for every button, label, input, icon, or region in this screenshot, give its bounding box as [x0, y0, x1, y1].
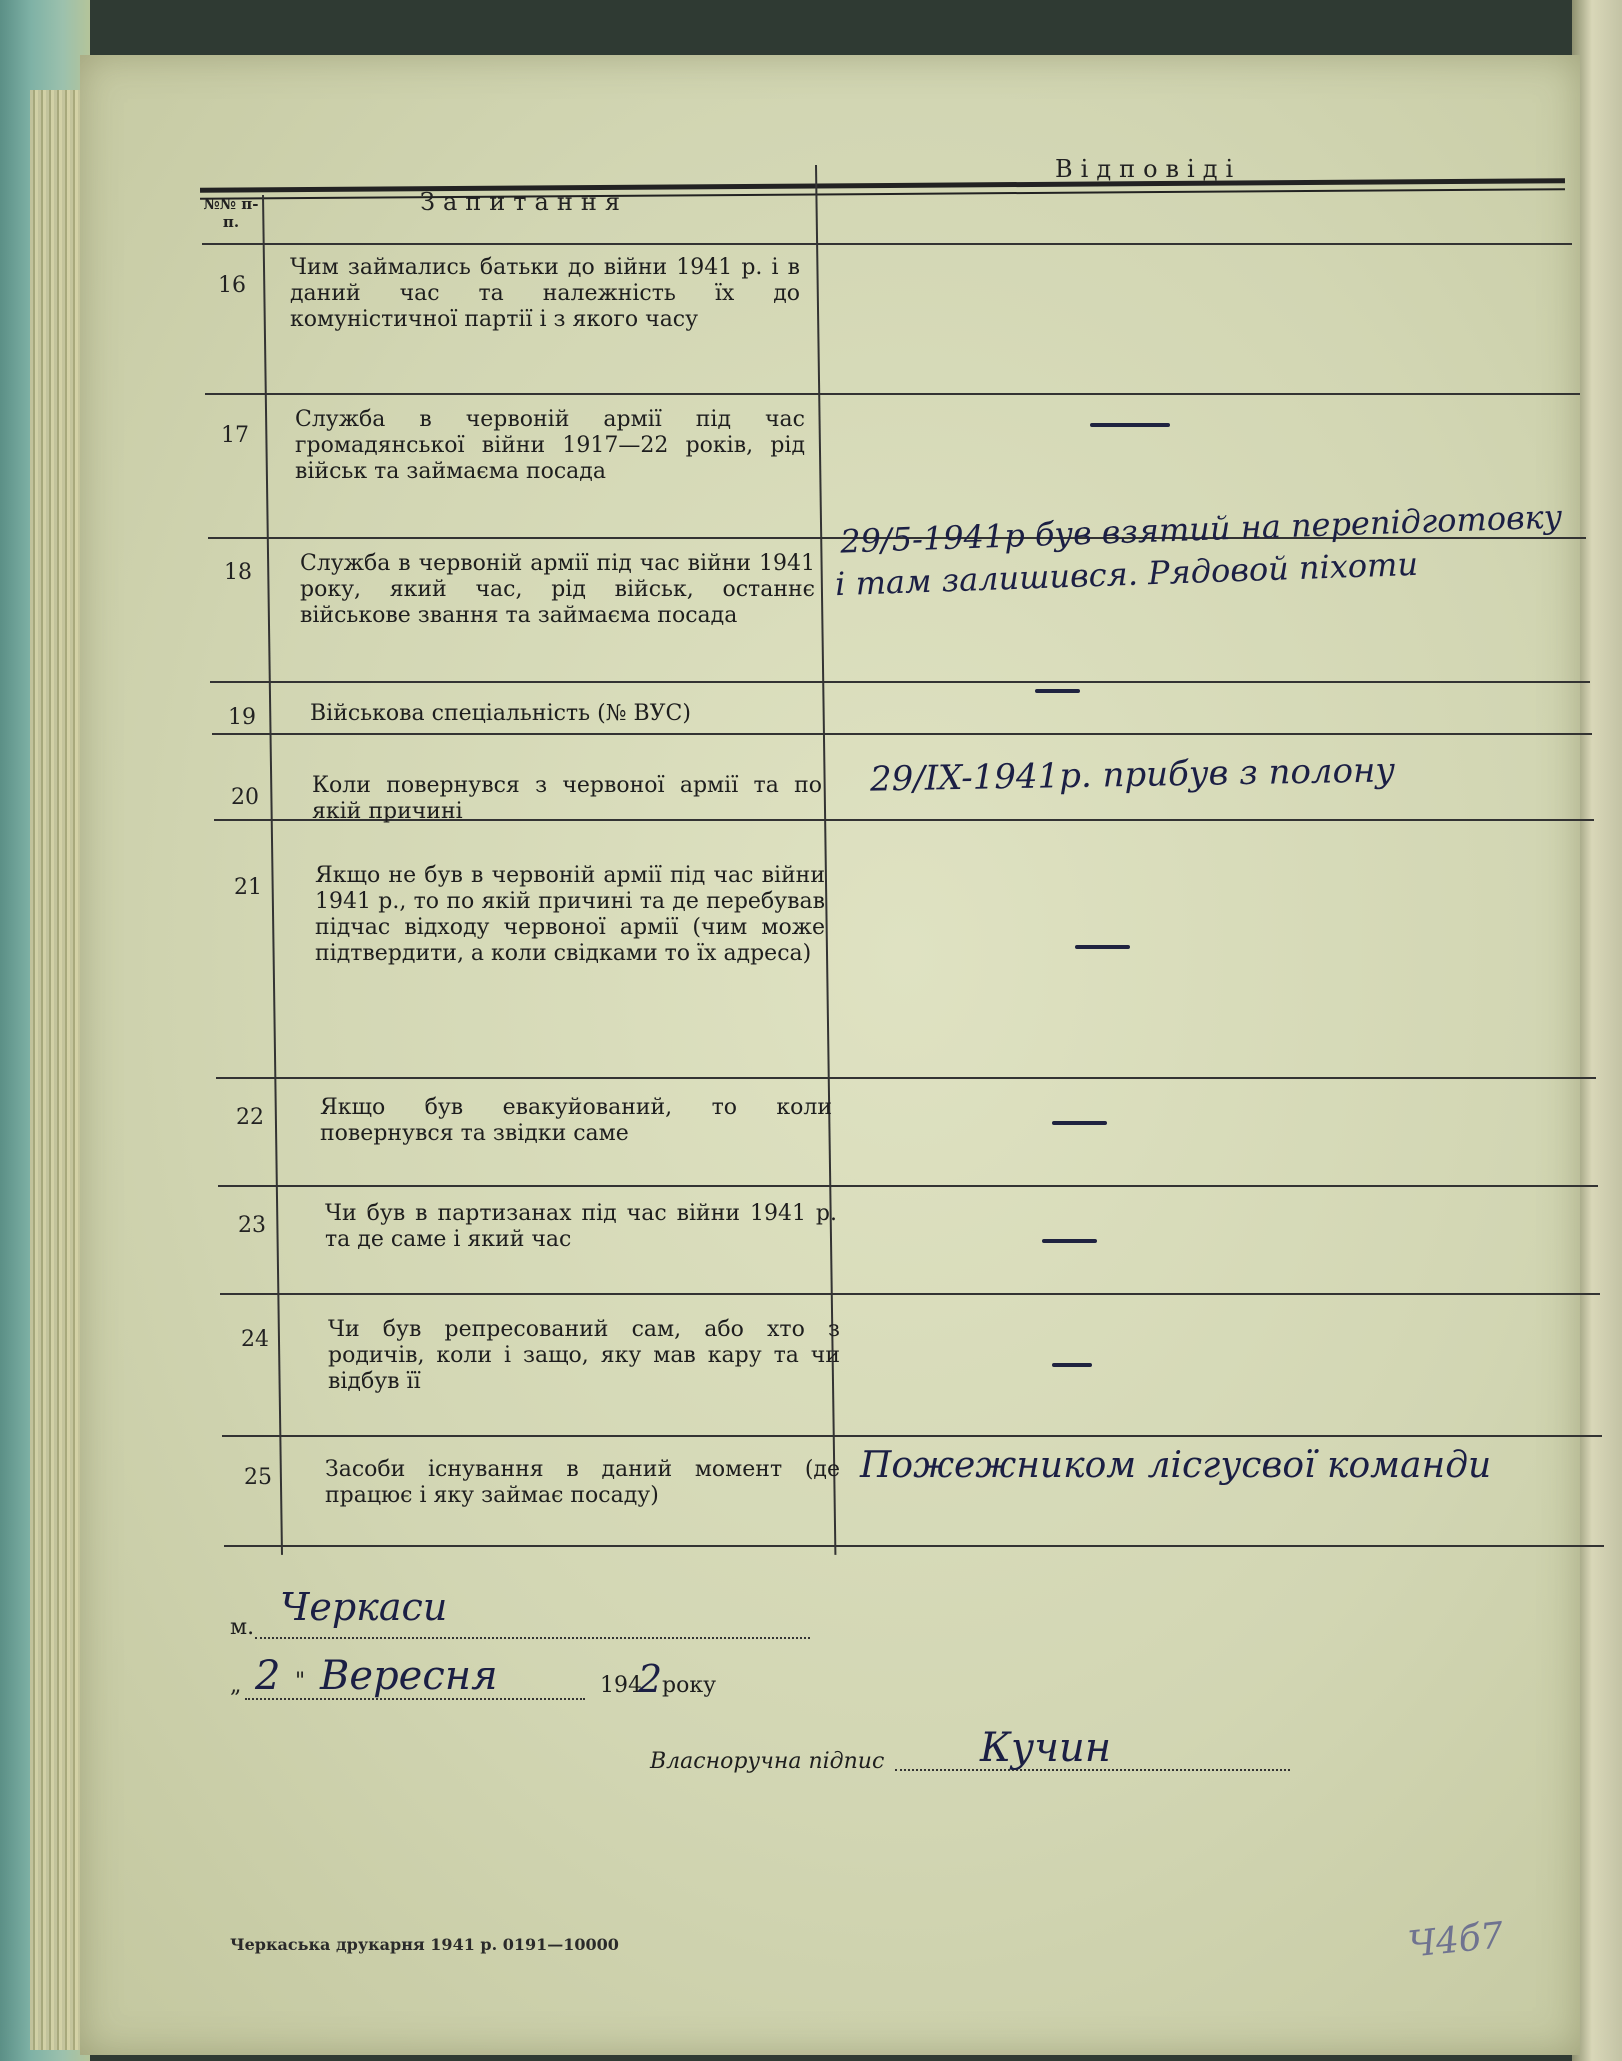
row-20-answer: 29/IX-1941р. прибув з полону — [869, 750, 1396, 800]
row-23-question: Чи був в партизанах під час війни 1941 р. та де саме і який час — [325, 1201, 837, 1252]
row-16-num: 16 — [218, 273, 246, 298]
row-17-question: Служба в червоній армії під час громадянської війни 1917—22 років, рід військ та займаєма посада — [295, 407, 805, 484]
row-22-answer-dash — [1052, 1121, 1107, 1125]
date-month: Вересня — [320, 1653, 498, 1699]
col-question-header: Запитання — [420, 188, 628, 216]
archive-mark: Ч4б7 — [1406, 1915, 1506, 1966]
date-close-quote: " — [295, 1669, 306, 1694]
printer-imprint: Черкаська друкарня 1941 р. 0191—10000 — [230, 1935, 619, 1954]
row-line — [218, 1185, 1598, 1187]
row-17-answer-dash — [1090, 423, 1170, 427]
row-line — [216, 1077, 1596, 1079]
row-line — [210, 681, 1590, 683]
date-line — [245, 1698, 585, 1700]
row-20-question: Коли повернувся з червоної армії та по якій причині — [312, 773, 822, 824]
row-25-num: 25 — [244, 1465, 272, 1490]
row-21-num: 21 — [234, 875, 262, 900]
row-line — [220, 1293, 1600, 1295]
row-line — [205, 393, 1580, 395]
row-22-num: 22 — [236, 1105, 264, 1130]
row-18-answer-line1: 29/5-1941р був взятий на перепідготовку — [839, 497, 1563, 561]
row-24-answer-dash — [1052, 1363, 1092, 1367]
col-num-header: №№ п-п. — [203, 195, 259, 231]
signature-label: Власноручна підпис — [650, 1749, 885, 1774]
row-22-question: Якщо був евакуйований, то коли повернувся та звідки саме — [320, 1095, 832, 1146]
row-18-answer-line2: і там залишився. Рядовой піхоти — [834, 544, 1419, 604]
col-answer-header: Відповіді — [1055, 155, 1242, 183]
row-21-question: Якщо не був в червоній армії під час війни 1941 р., то по якій причині та де перебував підчас відходу червоної армії (чим може підтвердити, а коли свідками то їх адреса) — [315, 863, 825, 966]
row-line — [222, 1435, 1602, 1437]
row-24-num: 24 — [241, 1327, 269, 1352]
row-17-num: 17 — [221, 423, 249, 448]
row-19-answer-dash — [1035, 689, 1080, 693]
row-line — [212, 733, 1592, 735]
date-open-quote: „ — [230, 1673, 242, 1698]
row-18-question: Служба в червоній армії під час війни 1941 року, який час, рід військ, останнє військове звання та займаєма посада — [300, 551, 815, 628]
row-21-answer-dash — [1075, 945, 1130, 949]
year-suffix: року — [662, 1673, 717, 1698]
signature-value: Кучин — [980, 1725, 1112, 1771]
city-value: Черкаси — [280, 1585, 448, 1629]
row-19-question: Військова спеціальність (№ ВУС) — [310, 701, 691, 726]
header-bottom-line — [202, 243, 1572, 245]
form-page — [80, 55, 1580, 2055]
row-23-num: 23 — [238, 1213, 266, 1238]
row-16-question: Чим займались батьки до війни 1941 р. і в даний час та належність їх до комуністичної партії і з якого часу — [290, 255, 800, 332]
row-25-question: Засоби існування в даний момент (де працює і яку займає посаду) — [325, 1457, 840, 1508]
row-19-num: 19 — [228, 705, 256, 730]
row-25-answer: Пожежником лісгусвої команди — [860, 1445, 1492, 1486]
row-23-answer-dash — [1042, 1239, 1097, 1243]
row-line — [224, 1545, 1604, 1547]
row-18-num: 18 — [224, 560, 252, 585]
page-edges — [30, 90, 85, 2050]
year-digit: 2 — [638, 1657, 663, 1701]
city-prefix: м. — [230, 1615, 255, 1640]
city-line — [255, 1637, 810, 1639]
row-24-question: Чи був репресований сам, або хто з родичів, коли і защо, яку мав кару та чи відбув її — [328, 1317, 840, 1394]
year-prefix: 194 — [600, 1673, 642, 1698]
row-20-num: 20 — [231, 785, 259, 810]
date-day: 2 — [255, 1653, 281, 1699]
